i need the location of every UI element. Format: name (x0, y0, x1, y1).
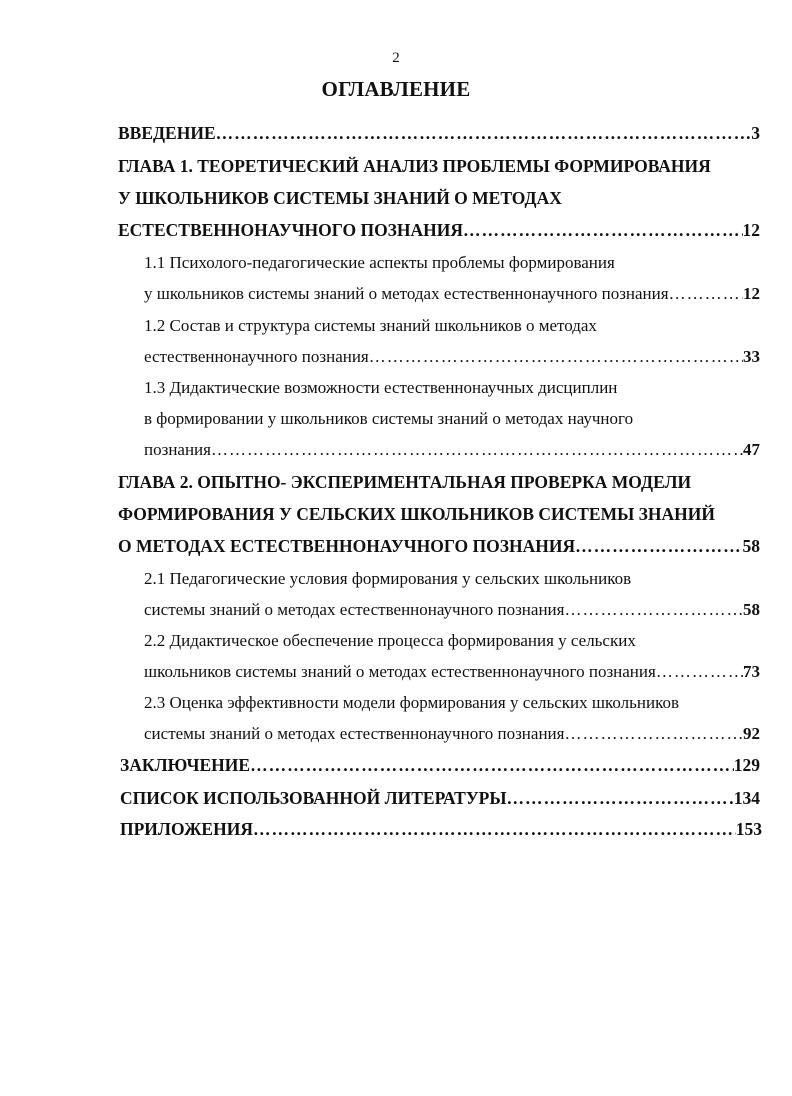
toc-chapter-2-line-1: ГЛАВА 2. ОПЫТНО- ЭКСПЕРИМЕНТАЛЬНАЯ ПРОВЕРКА МОДЕЛИ (118, 472, 692, 492)
leader-dots (211, 437, 743, 463)
toc-chapter-2-line-3 (118, 533, 760, 559)
toc-entry-text: ЕСТЕСТВЕННОНАУЧНОГО ПОЗНАНИЯ (118, 220, 464, 240)
toc-entry-text: СПИСОК ИСПОЛЬЗОВАННОЙ ЛИТЕРАТУРЫ (120, 788, 507, 808)
toc-section-1-1-line-2 (144, 281, 760, 307)
leader-dots (250, 752, 734, 778)
toc-page-number: 33 (743, 347, 760, 366)
toc-entry-text: у школьников системы знаний о методах естественнонаучного познания (144, 284, 669, 303)
toc-page-number: 47 (743, 440, 760, 459)
toc-entry-references (120, 785, 760, 811)
toc-section-2-2-line-2 (144, 659, 760, 685)
toc-section-1-2-line-2 (144, 344, 760, 370)
leader-dots (216, 120, 752, 146)
leader-dots (253, 816, 736, 842)
toc-section-2-2-line-1: 2.2 Дидактическое обеспечение процесса формирования у сельских (144, 631, 636, 650)
toc-section-1-2-line-1: 1.2 Состав и структура системы знаний школьников о методах (144, 316, 597, 335)
toc-page-number: 3 (751, 123, 760, 143)
toc-entry-conclusion (120, 752, 760, 778)
toc-entry-text: школьников системы знаний о методах естественнонаучного познания (144, 662, 656, 681)
toc-page-number: 153 (735, 819, 762, 839)
toc-entry-text: системы знаний о методах естественнонаучного познания (144, 724, 565, 743)
page-number: 2 (392, 50, 400, 66)
leader-dots (369, 344, 743, 370)
toc-entry-text: О МЕТОДАХ ЕСТЕСТВЕННОНАУЧНОГО ПОЗНАНИЯ (118, 536, 576, 556)
toc-section-1-3-line-3 (144, 437, 760, 463)
toc-entry-text: ПРИЛОЖЕНИЯ (120, 819, 253, 839)
toc-page-number: 58 (743, 600, 760, 619)
toc-page-number: 129 (733, 755, 760, 775)
leader-dots (575, 533, 742, 559)
toc-page-number: 134 (733, 788, 760, 808)
toc-section-1-1-line-1: 1.1 Психолого-педагогические аспекты проблемы формирования (144, 253, 615, 272)
toc-chapter-1-line-1: ГЛАВА 1. ТЕОРЕТИЧЕСКИЙ АНАЛИЗ ПРОБЛЕМЫ ФОРМИРОВАНИЯ (118, 156, 711, 176)
toc-entry-intro (118, 120, 760, 146)
toc-entry-text: естественнонаучного познания (144, 347, 369, 366)
leader-dots (463, 217, 742, 243)
toc-entry-text: системы знаний о методах естественнонаучного познания (144, 600, 565, 619)
toc-page-number: 58 (742, 536, 760, 556)
toc-section-2-3-line-1: 2.3 Оценка эффективности модели формирования у сельских школьников (144, 693, 679, 712)
leader-dots (669, 281, 743, 307)
toc-entry-text: ВВЕДЕНИЕ (118, 123, 216, 143)
toc-section-1-3-line-2: в формировании у школьников системы знаний о методах научного (144, 409, 634, 428)
toc-page-number: 73 (743, 662, 760, 681)
toc-entry-text: ЗАКЛЮЧЕНИЕ (120, 755, 251, 775)
leader-dots (564, 721, 743, 747)
toc-chapter-2-line-2: ФОРМИРОВАНИЯ У СЕЛЬСКИХ ШКОЛЬНИКОВ СИСТЕМЫ ЗНАНИЙ (118, 504, 715, 524)
toc-page-number: 92 (743, 724, 760, 743)
toc-chapter-1-line-3 (118, 217, 760, 243)
leader-dots (656, 659, 743, 685)
toc-entry-appendices (120, 816, 762, 842)
toc-section-1-3-line-1: 1.3 Дидактические возможности естественнонаучных дисциплин (144, 378, 618, 397)
toc-section-2-3-line-2 (144, 721, 760, 747)
leader-dots (507, 785, 734, 811)
toc-page-number: 12 (742, 220, 760, 240)
toc-section-2-1-line-2 (144, 597, 760, 623)
toc-entry-text: познания (144, 440, 211, 459)
toc-page-number: 12 (743, 284, 760, 303)
toc-section-2-1-line-1: 2.1 Педагогические условия формирования у сельских школьников (144, 569, 632, 588)
toc-title: ОГЛАВЛЕНИЕ (321, 77, 471, 101)
leader-dots (564, 597, 743, 623)
toc-chapter-1-line-2: У ШКОЛЬНИКОВ СИСТЕМЫ ЗНАНИЙ О МЕТОДАХ (118, 188, 562, 208)
